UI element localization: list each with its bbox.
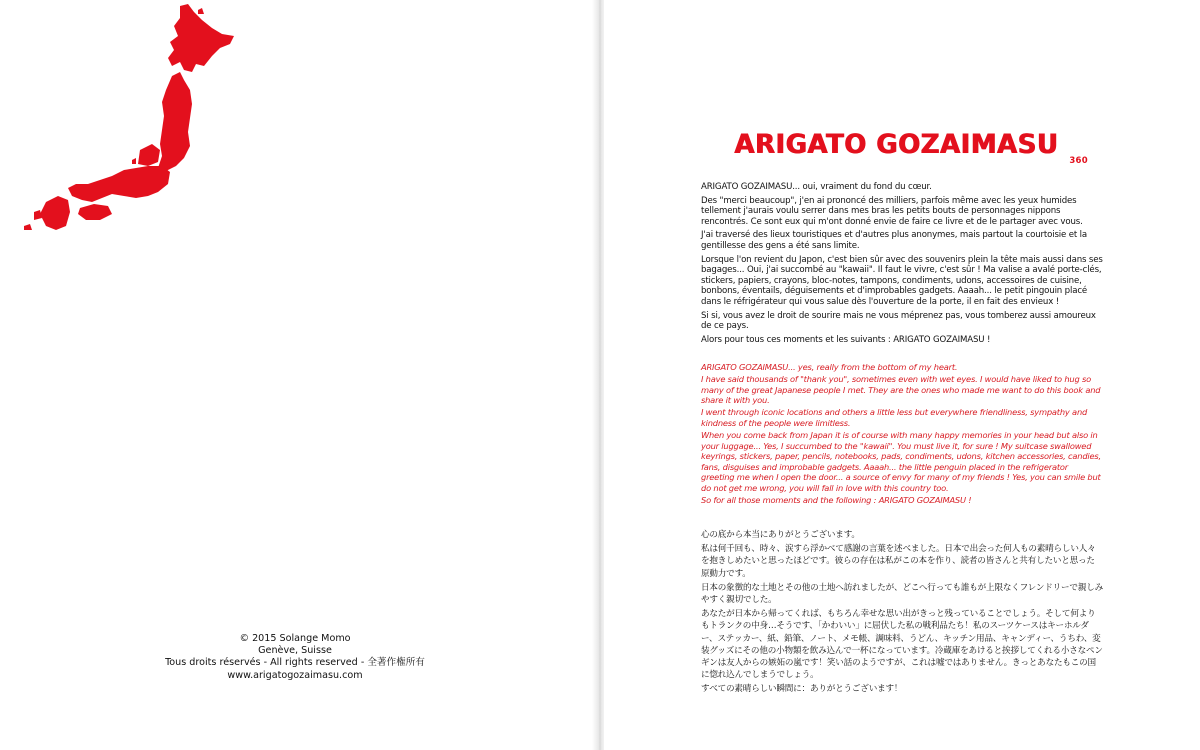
page-title: ARIGATO GOZAIMASU [734,129,1059,160]
english-paragraph: I went through iconic locations and others a little less but everywhere friendliness, sympathy and kindness of the people were limitless. [701,407,1088,428]
title-block [734,130,1094,170]
title-subtitle: 360 [1069,156,1088,166]
french-paragraph: Alors pour tous ces moments et les suivants : ARIGATO GOZAIMASU ! [701,334,991,345]
english-paragraph: ARIGATO GOZAIMASU... yes, really from the bottom of my heart. [701,362,958,372]
colophon [160,633,430,682]
japanese-paragraph: あなたが日本から帰ってくれば、もちろん幸せな思い出がきっと残っていることでしょう。そして何よりもトランクの中身…そうです、「かわいい」に屈伏した私の戦利品たち！私のスーツケースはキーホルダー、ステッカー、紙、鉛筆、ノート、メモ帳、調味料、うどん、キッチン用品、キャンディー、うちわ、変装グッズにその他の小物類を飲み込んで一杯になっています。冷蔵庫をあけると挨拶してくれる小さなペンギンは友人からの嫉妬の嵐です！笑い話のようですが、これは嘘ではありません。きっとあなたもこの国に惚れ込んでしまうでしょう。 [701,609,1103,681]
english-paragraph: When you come back from Japan it is of course with many happy memories in your head but also in your luggage... Yes, I succumbed to the "kawaii". You must live it, for sure ! My suitcase swallowed keyrings, stickers, paper, pencils, notebooks, pads, condiments, udons, kitchen accessories, candies, fans, disguises and improbable gadgets. Aaaah... the little penguin placed in the refrigerator greeting me when I open the door... a source of envy for many of my friends ! Yes, you can smile but do not get me wrong, you will fall in love with this country too. [701,430,1101,494]
japanese-paragraph: 心の底から本当にありがとうございます。 [701,530,860,540]
website-link[interactable]: www.arigatogozaimasu.com [227,669,363,681]
french-paragraph: J'ai traversé des lieux touristiques et d'autres plus anonymes, mais partout la courtoisie et la gentillesse des gens a été sans limite. [701,230,1088,251]
french-text [701,182,1103,348]
french-paragraph: Si si, vous avez le droit de sourire mais ne vous méprenez pas, vous tomberez aussi amoureux de ce pays. [701,310,1096,332]
english-paragraph: So for all those moments and the following : ARIGATO GOZAIMASU ! [701,495,972,506]
japanese-paragraph: すべての素晴らしい瞬間に：ありがとうございます！ [701,684,903,695]
french-paragraph: Lorsque l'on revient du Japon, c'est bien sûr avec des souvenirs plein la tête mais aussi dans ses bagages... Oui, j'ai succombé au "kawaii". Il faut le vivre, c'est sûr ! Ma valise a avalé porte-clés, stickers, papiers, crayons, bloc-notes, tampons, condiments, udons, accessoires de cuisine, bonbons, éventails, déguisements et d'improbables gadgets. Aaaah... le petit pingouin placé dans le réfrigérateur qui vous salue dès l'ouverture de la porte, il en fait des envieux ! [701,254,1103,307]
french-paragraph: ARIGATO GOZAIMASU... oui, vraiment du fond du cœur. [701,182,932,192]
left-page [0,0,596,750]
japanese-paragraph: 私は何千回も、時々、涙すら浮かべて感謝の言葉を述べました。日本で出会った何人もの素晴らしい人々を抱きしめたいと思ったほどです。彼らの存在は私がこの本を作り、読者の皆さんと共有したいと思った原動力です。 [701,544,1096,579]
english-text [701,362,1103,507]
japan-map-icon [12,0,242,230]
japanese-text [701,529,1103,698]
english-paragraph: I have said thousands of "thank you", sometimes even with wet eyes. I would have liked to hug so many of the great Japanese people I met. They are the ones who made me want to do this book and share it with you. [701,374,1101,406]
location-line: Genève, Suisse [258,645,332,657]
french-paragraph: Des "merci beaucoup", j'en ai prononcé des milliers, parfois même avec les yeux humides tellement j'aurais voulu serrer dans mes bras les petits bouts de personnages nippons rencontrés. Ce sont eux qui m'ont donné envie de faire ce livre et de le partager avec vous. [701,195,1083,227]
japanese-paragraph: 日本の象徴的な土地とその他の土地へ訪れましたが、どこへ行っても誰もが上限なくフレンドリーで親しみやすく親切でした。 [701,582,1103,606]
rights-line: Tous droits réservés - All rights reserved - 全著作権所有 [165,657,425,669]
copyright-line: © 2015 Solange Momo [239,633,351,644]
